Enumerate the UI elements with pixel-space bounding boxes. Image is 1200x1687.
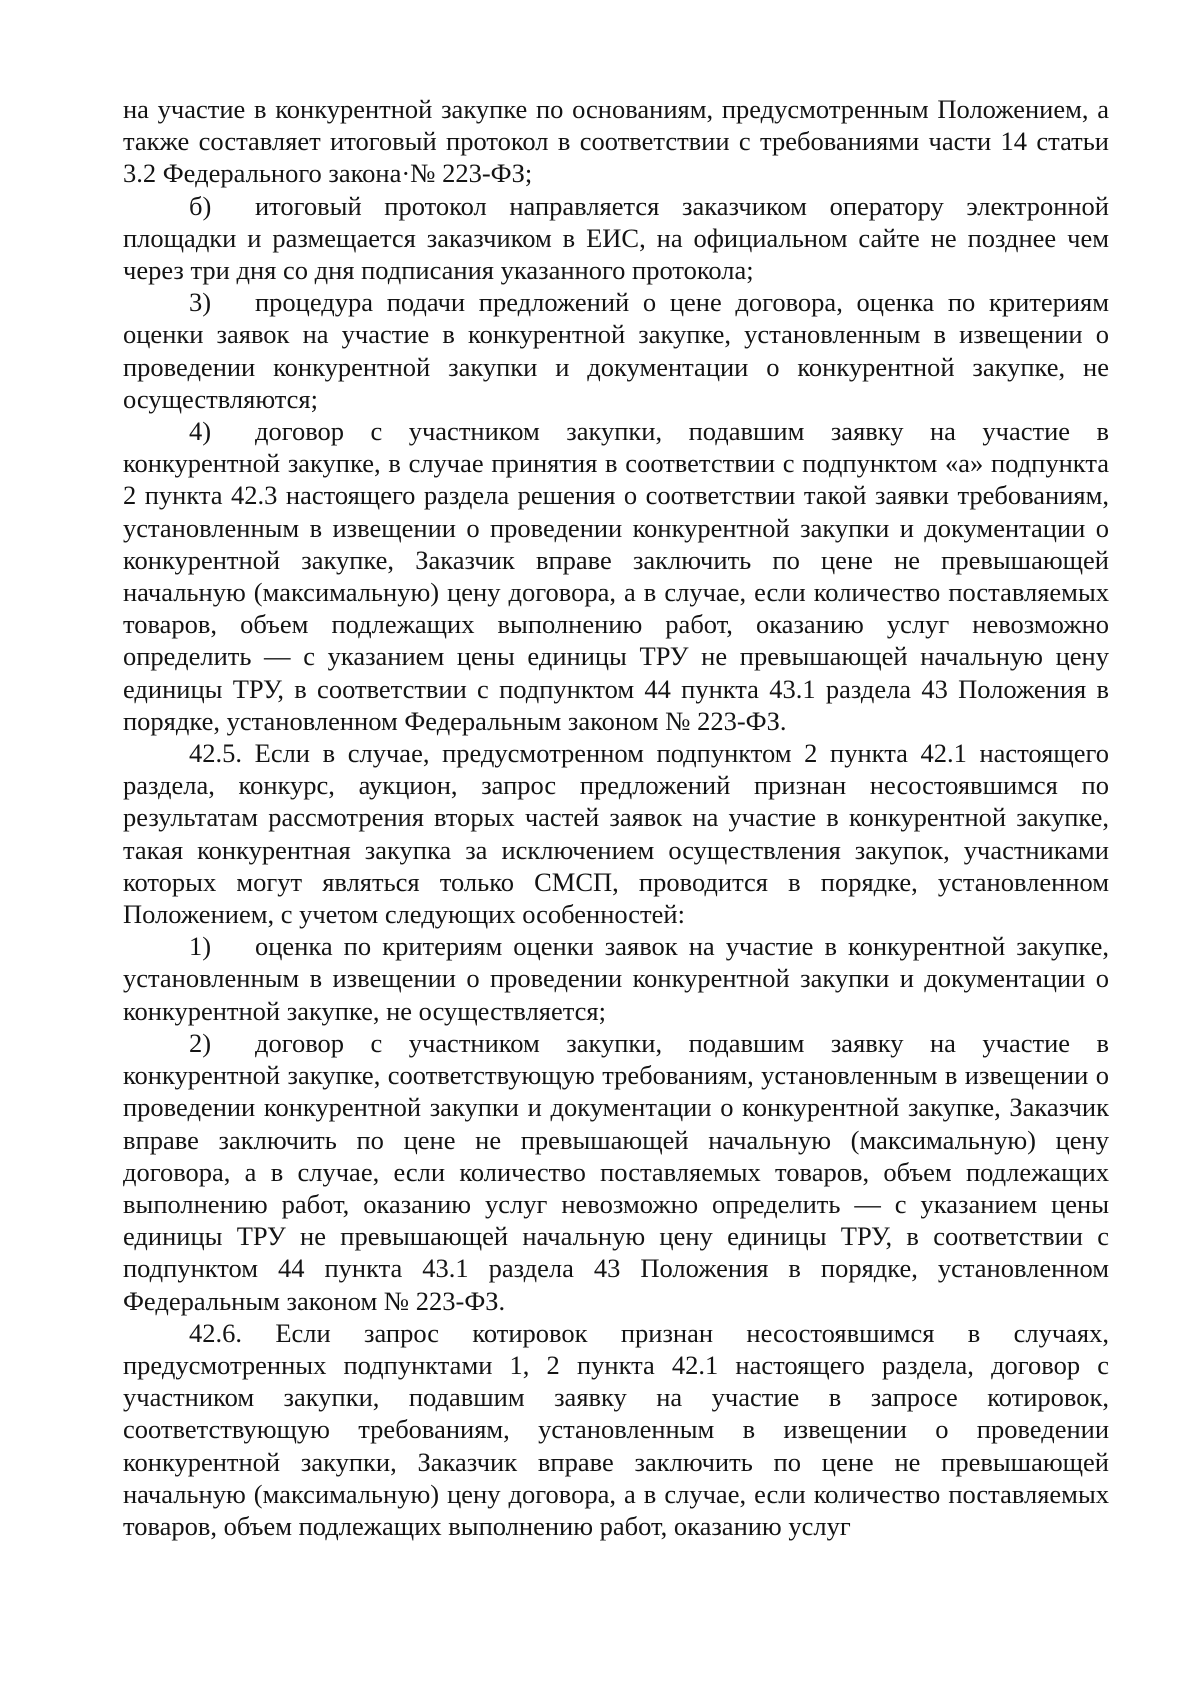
paragraph-text: оценка по критериям оценки заявок на участие в конкурентной закупке, установленным в извещении о проведении конкурентной закупки и документации о конкурентной закупке, не осуществляется; <box>123 931 1109 1026</box>
paragraph-text: процедура подачи предложений о цене договора, оценка по критериям оценки заявок на участие в конкурентной закупке, установленным в извещении о проведении конкурентной закупки и документации о конкурентной закупке, не осуществляются; <box>123 287 1109 414</box>
paragraph-text: договор с участником закупки, подавшим заявку на участие в конкурентной закупке, в случае принятия в соответствии с подпунктом «а» подпункта 2 пункта 42.3 настоящего раздела решения о соответствии такой заявки требованиям, установленным в извещении о проведении конкурентной закупки и документации о конкурентной закупке, Заказчик вправе заключить по цене не превышающей начальную (максимальную) цену договора, а в случае, если количество поставляемых товаров, объем подлежащих выполнению работ, оказанию услуг невозможно определить — с указанием цены единицы ТРУ не превышающей начальную цену единицы ТРУ, в соответствии с подпунктом 44 пункта 43.1 раздела 43 Положения в порядке, установленном Федеральным законом № 223-ФЗ. <box>123 416 1109 736</box>
clause-42-5-item-2 <box>123 1027 1109 1317</box>
paragraph-continuation <box>123 93 1109 190</box>
list-item-b <box>123 190 1109 287</box>
clause-42-6 <box>123 1317 1109 1542</box>
list-marker: 3) <box>189 287 212 318</box>
paragraph-text: 42.5. Если в случае, предусмотренном подпунктом 2 пункта 42.1 настоящего раздела, конкурс, аукцион, запрос предложений признан несостоявшимся по результатам рассмотрения вторых частей заявок на участие в конкурентной закупке, такая конкурентная закупка за исключением осуществления закупок, участниками которых могут являться только СМСП, проводится в порядке, установленном Положением, с учетом следующих особенностей: <box>123 738 1109 930</box>
document-page <box>123 93 1109 1542</box>
list-marker: 2) <box>189 1027 212 1058</box>
paragraph-text: на участие в конкурентной закупке по основаниям, предусмотренным Положением, а также составляет итоговый протокол в соответствии с требованиями части 14 статьи 3.2 Федерального закона·№ 223-ФЗ; <box>123 94 1109 189</box>
list-marker: 4) <box>189 416 212 447</box>
list-item-4 <box>123 415 1109 737</box>
paragraph-text: итоговый протокол направляется заказчиком оператору электронной площадки и размещается заказчиком в ЕИС, на официальном сайте не позднее чем через три дня со дня подписания указанного протокола; <box>123 190 1109 286</box>
list-marker: б) <box>189 190 212 221</box>
list-item-3 <box>123 286 1109 415</box>
paragraph-text: 42.6. Если запрос котировок признан несостоявшимся в случаях, предусмотренных подпунктами 1, 2 пункта 42.1 настоящего раздела, договор с участником закупки, подавшим заявку на участие в запросе котировок, соответствующую требованиям, установленным в извещении о проведении конкурентной закупки, Заказчик вправе заключить по цене не превышающей начальную (максимальную) цену договора, а в случае, если количество поставляемых товаров, объем подлежащих выполнению работ, оказанию услуг <box>123 1317 1109 1541</box>
paragraph-text: договор с участником закупки, подавшим заявку на участие в конкурентной закупке, соответствующую требованиям, установленным в извещении о проведении конкурентной закупки и документации о конкурентной закупке, Заказчик вправе заключить по цене не превышающей начальную (максимальную) цену договора, а в случае, если количество поставляемых товаров, объем подлежащих выполнению работ, оказанию услуг невозможно определить — с указанием цены единицы ТРУ не превышающей начальную цену единицы ТРУ, в соответствии с подпунктом 44 пункта 43.1 раздела 43 Положения в порядке, установленном Федеральным законом № 223-ФЗ. <box>123 1027 1109 1316</box>
clause-42-5-item-1 <box>123 930 1109 1027</box>
list-marker: 1) <box>189 931 212 962</box>
clause-42-5 <box>123 737 1109 930</box>
